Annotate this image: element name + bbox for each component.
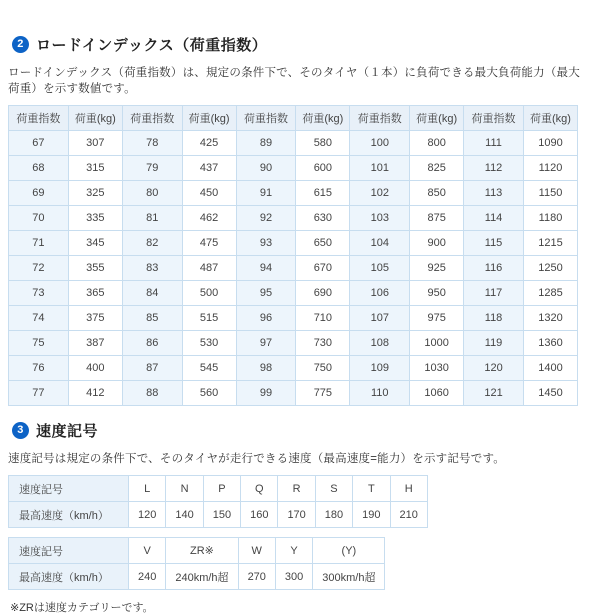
table-cell: 315 [68, 156, 122, 181]
section-number-badge: 2 [12, 36, 29, 53]
table-cell: 1060 [410, 381, 464, 406]
table-cell: 119 [464, 331, 524, 356]
table-cell: 850 [410, 181, 464, 206]
table-cell: H [390, 476, 427, 502]
table-cell: 速度記号 [9, 538, 129, 564]
table-cell: 950 [410, 281, 464, 306]
table-cell: 425 [182, 131, 236, 156]
table-cell: 1150 [523, 181, 577, 206]
table-cell: 73 [9, 281, 69, 306]
table-cell: 190 [353, 502, 390, 528]
table-cell: 300 [275, 564, 312, 590]
table-cell: 83 [122, 256, 182, 281]
table-cell: 900 [410, 231, 464, 256]
table-cell: 74 [9, 306, 69, 331]
table-cell: 975 [410, 306, 464, 331]
table-cell: 925 [410, 256, 464, 281]
table-cell: 1400 [523, 356, 577, 381]
table-cell: 101 [350, 156, 410, 181]
table-cell: 104 [350, 231, 410, 256]
table-cell: N [166, 476, 203, 502]
table-cell: 412 [68, 381, 122, 406]
table-row [9, 538, 385, 564]
load-index-table-body [9, 131, 578, 406]
table-cell: 105 [350, 256, 410, 281]
table-cell: 800 [410, 131, 464, 156]
column-header: 荷重指数 [464, 106, 524, 131]
table-cell: 109 [350, 356, 410, 381]
column-header: 荷重(kg) [523, 106, 577, 131]
table-cell: 94 [236, 256, 296, 281]
table-row [9, 156, 578, 181]
table-cell: 68 [9, 156, 69, 181]
table-cell: 82 [122, 231, 182, 256]
table-cell: 160 [241, 502, 278, 528]
table-cell: 750 [296, 356, 350, 381]
table-cell: 307 [68, 131, 122, 156]
section-number-badge: 3 [12, 422, 29, 439]
table-cell: 365 [68, 281, 122, 306]
table-cell: 92 [236, 206, 296, 231]
table-cell: 112 [464, 156, 524, 181]
load-index-heading [12, 34, 590, 55]
speed-symbol-description: 速度記号は規定の条件下で、そのタイヤが走行できる速度（最高速度=能力）を示す記号です。 [8, 453, 505, 465]
table-row [9, 131, 578, 156]
table-cell: 120 [464, 356, 524, 381]
table-cell: 75 [9, 331, 69, 356]
table-cell: 89 [236, 131, 296, 156]
table-cell: 450 [182, 181, 236, 206]
table-cell: (Y) [313, 538, 385, 564]
load-index-table [8, 105, 578, 406]
table-cell: 600 [296, 156, 350, 181]
table-cell: 530 [182, 331, 236, 356]
column-header: 荷重指数 [350, 106, 410, 131]
table-cell: 106 [350, 281, 410, 306]
table-cell: 580 [296, 131, 350, 156]
table-cell: 最高速度（km/h） [9, 564, 129, 590]
table-cell: 96 [236, 306, 296, 331]
table-cell: 670 [296, 256, 350, 281]
table-cell: 1090 [523, 131, 577, 156]
speed-table-1 [8, 475, 428, 528]
table-cell: 1320 [523, 306, 577, 331]
table-row [9, 231, 578, 256]
table-cell: 1285 [523, 281, 577, 306]
speed-symbol-heading [12, 420, 590, 441]
table-cell: 最高速度（km/h） [9, 502, 129, 528]
table-cell: 速度記号 [9, 476, 129, 502]
load-index-description: ロードインデックス（荷重指数）は、規定の条件下で、そのタイヤ（１本）に負荷できる最大負荷能力（最大荷重）を示す数値です。 [8, 67, 580, 95]
table-cell: 710 [296, 306, 350, 331]
table-row [9, 306, 578, 331]
table-cell: 500 [182, 281, 236, 306]
table-cell: T [353, 476, 390, 502]
table-cell: 1250 [523, 256, 577, 281]
table-cell: W [238, 538, 275, 564]
speed-table-2 [8, 537, 385, 590]
table-cell: 825 [410, 156, 464, 181]
table-cell: 560 [182, 381, 236, 406]
table-cell: 72 [9, 256, 69, 281]
table-row [9, 476, 428, 502]
table-cell: 88 [122, 381, 182, 406]
table-cell: P [203, 476, 240, 502]
table-cell: 107 [350, 306, 410, 331]
table-cell: 515 [182, 306, 236, 331]
table-cell: 69 [9, 181, 69, 206]
table-cell: 487 [182, 256, 236, 281]
table-cell: L [129, 476, 166, 502]
table-cell: 545 [182, 356, 236, 381]
table-cell: 650 [296, 231, 350, 256]
table-cell: V [129, 538, 166, 564]
table-cell: 375 [68, 306, 122, 331]
table-cell: 1120 [523, 156, 577, 181]
table-cell: 475 [182, 231, 236, 256]
table-row [9, 331, 578, 356]
load-index-section [8, 34, 590, 406]
table-cell: 97 [236, 331, 296, 356]
table-cell: 116 [464, 256, 524, 281]
zr-footnote: ※ZRは速度カテゴリーです。 [10, 602, 154, 614]
table-cell: 1215 [523, 231, 577, 256]
table-cell: 80 [122, 181, 182, 206]
table-cell: 345 [68, 231, 122, 256]
table-row [9, 256, 578, 281]
table-cell: 100 [350, 131, 410, 156]
table-cell: 690 [296, 281, 350, 306]
column-header: 荷重指数 [9, 106, 69, 131]
table-cell: 1360 [523, 331, 577, 356]
column-header: 荷重指数 [236, 106, 296, 131]
table-cell: 335 [68, 206, 122, 231]
table-cell: 70 [9, 206, 69, 231]
table-cell: 87 [122, 356, 182, 381]
table-cell: 78 [122, 131, 182, 156]
table-cell: 210 [390, 502, 427, 528]
table-cell: 630 [296, 206, 350, 231]
table-cell: 462 [182, 206, 236, 231]
table-cell: 875 [410, 206, 464, 231]
table-cell: 240km/h超 [166, 564, 238, 590]
table-cell: 98 [236, 356, 296, 381]
table-cell: 81 [122, 206, 182, 231]
table-row [9, 181, 578, 206]
table-cell: 118 [464, 306, 524, 331]
column-header: 荷重(kg) [410, 106, 464, 131]
table-cell: 140 [166, 502, 203, 528]
table-cell: 85 [122, 306, 182, 331]
table-cell: 84 [122, 281, 182, 306]
load-index-table-head [9, 106, 578, 131]
column-header: 荷重指数 [122, 106, 182, 131]
speed-table-2-body [9, 538, 385, 590]
table-cell: 1000 [410, 331, 464, 356]
table-cell: 615 [296, 181, 350, 206]
table-cell: 120 [129, 502, 166, 528]
table-cell: 150 [203, 502, 240, 528]
table-row [9, 356, 578, 381]
table-row [9, 281, 578, 306]
table-cell: 79 [122, 156, 182, 181]
column-header: 荷重(kg) [296, 106, 350, 131]
table-cell: 102 [350, 181, 410, 206]
table-cell: 110 [350, 381, 410, 406]
table-cell: 113 [464, 181, 524, 206]
speed-symbol-section [8, 420, 590, 615]
table-cell: 77 [9, 381, 69, 406]
table-cell: 76 [9, 356, 69, 381]
table-cell: 400 [68, 356, 122, 381]
table-cell: 103 [350, 206, 410, 231]
table-cell: 99 [236, 381, 296, 406]
table-row [9, 564, 385, 590]
table-cell: 111 [464, 131, 524, 156]
table-cell: 71 [9, 231, 69, 256]
table-row [9, 502, 428, 528]
table-cell: Q [241, 476, 278, 502]
table-cell: R [278, 476, 315, 502]
table-cell: 86 [122, 331, 182, 356]
table-cell: 93 [236, 231, 296, 256]
table-cell: 91 [236, 181, 296, 206]
table-cell: 121 [464, 381, 524, 406]
table-cell: 1030 [410, 356, 464, 381]
table-cell: 170 [278, 502, 315, 528]
table-cell: 117 [464, 281, 524, 306]
table-cell: Y [275, 538, 312, 564]
table-row [9, 206, 578, 231]
table-cell: 387 [68, 331, 122, 356]
table-cell: 270 [238, 564, 275, 590]
table-cell: 325 [68, 181, 122, 206]
table-cell: 115 [464, 231, 524, 256]
table-cell: ZR※ [166, 538, 238, 564]
table-cell: 67 [9, 131, 69, 156]
table-cell: 240 [129, 564, 166, 590]
table-cell: 730 [296, 331, 350, 356]
load-index-title: ロードインデックス（荷重指数） [36, 37, 268, 54]
table-row [9, 381, 578, 406]
column-header: 荷重(kg) [182, 106, 236, 131]
table-cell: 180 [315, 502, 352, 528]
table-cell: 300km/h超 [313, 564, 385, 590]
column-header: 荷重(kg) [68, 106, 122, 131]
table-cell: 437 [182, 156, 236, 181]
speed-symbol-title: 速度記号 [36, 423, 99, 440]
table-cell: 1450 [523, 381, 577, 406]
speed-table-1-body [9, 476, 428, 528]
table-cell: 355 [68, 256, 122, 281]
table-cell: 1180 [523, 206, 577, 231]
table-cell: 775 [296, 381, 350, 406]
table-cell: 95 [236, 281, 296, 306]
header-row [9, 106, 578, 131]
table-cell: 90 [236, 156, 296, 181]
table-cell: S [315, 476, 352, 502]
table-cell: 108 [350, 331, 410, 356]
table-cell: 114 [464, 206, 524, 231]
